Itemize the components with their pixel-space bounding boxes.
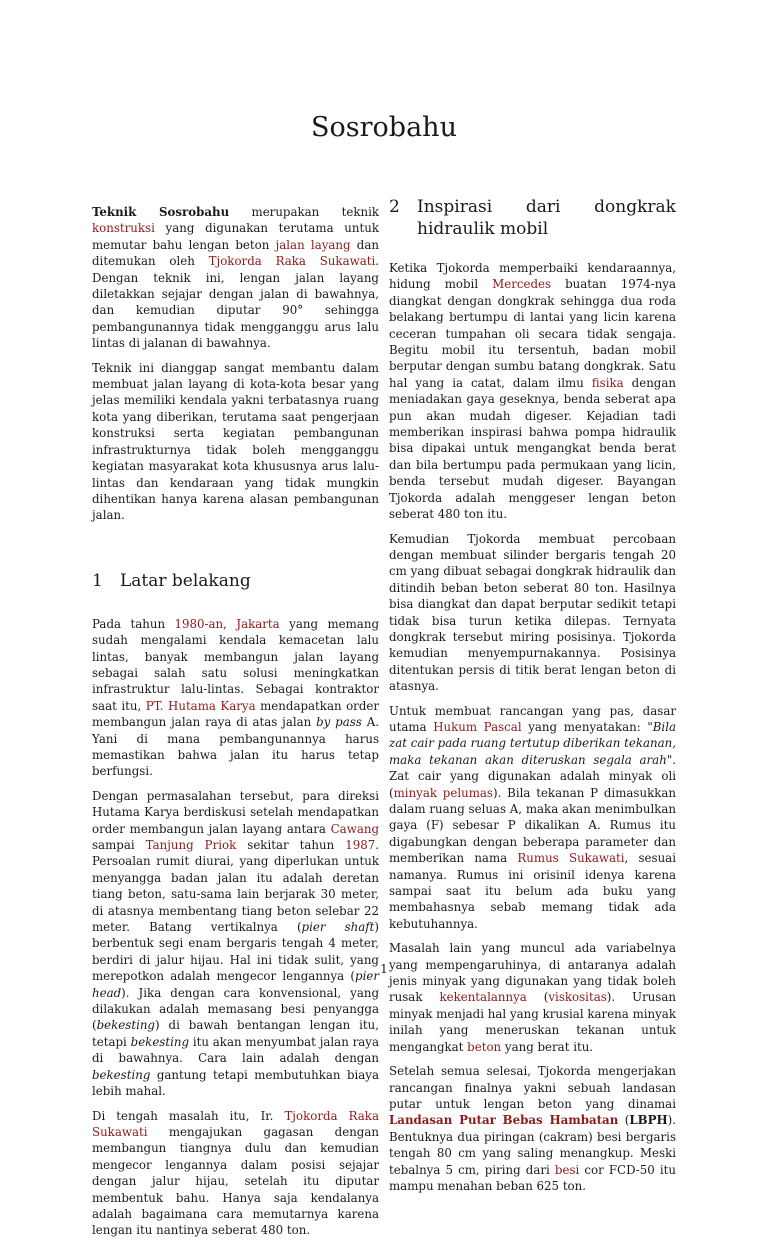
link-tanjung-priok[interactable]: Tanjung Priok bbox=[145, 838, 237, 852]
section-1-paragraph-3: Di tengah masalah itu, Ir. Tjokorda Raka Sukawati mengajukan gagasan dengan membangun tiangnya dulu dan kemudian mengecor lengannya dalam posisi sejajar dengan jalur hijau, setelah itu diputar membentuk bahu. Hanya saja kendalanya adalah bagaimana cara memutarnya karena lengan itu nantinya seberat 480 ton. bbox=[92, 1108, 379, 1238]
link-viskositas[interactable]: viskositas bbox=[548, 990, 607, 1005]
link-tjokorda-raka-sukawati[interactable]: Tjokorda Raka Sukawati bbox=[208, 254, 376, 269]
link-kekentalannya[interactable]: kekentalannya bbox=[439, 990, 527, 1005]
link-beton[interactable]: beton bbox=[467, 1039, 502, 1054]
link-pt-hutama-karya[interactable]: PT. Hutama Karya bbox=[145, 698, 256, 713]
link-cawang[interactable]: Cawang bbox=[330, 821, 379, 836]
section-2-paragraph-1: Ketika Tjokorda memperbaiki kendaraannya, hidung mobil Mercedes buatan 1974-nya diangkat dengan dongkrak sehingga dua roda belakang bertumpu di lantai yang licin karena ceceran tumpahan oli secara tidak sengaja. Begitu mobil itu tersentuh, badan mobil berputar dengan sumbu batang dongkrak. Satu hal yang ia catat, dalam ilmu fisika dengan meniadakan gaya geseknya, benda seberat apa pun akan mudah digeser. Kejadian tadi memberikan inspirasi bahwa pompa hidraulik bisa dipakai untuk mengangkat benda berat dan bila bertumpu pada permukaan yang licin, benda tersebut mudah digeser. Bayangan Tjokorda adalah menggeser lengan beton seberat 480 ton itu. bbox=[389, 261, 677, 522]
section-2-paragraph-4: Masalah lain yang muncul ada variabelnya yang mempengaruhinya, di antaranya adalah jenis minyak yang digunakan yang tidak boleh rusak kekentalannya (viskositas). Urusan minyak menjadi hal yang krusial karena minyak inilah yang meneruskan tekanan untuk mengangkat beton yang berat itu. bbox=[389, 941, 676, 1054]
lbph-abbreviation: LBPH bbox=[629, 1113, 668, 1128]
link-1987[interactable]: 1987 bbox=[345, 838, 376, 852]
intro-term: Teknik Sosrobahu bbox=[92, 205, 230, 219]
link-jakarta[interactable]: Jakarta bbox=[236, 616, 280, 631]
link-rumus-sukawati[interactable]: Rumus Sukawati bbox=[517, 851, 625, 866]
link-landasan-putar-bebas-hambatan[interactable]: Landasan Putar Bebas Hambatan bbox=[389, 1113, 619, 1128]
link-konstruksi[interactable]: konstruksi bbox=[92, 221, 155, 236]
link-besi[interactable]: besi bbox=[554, 1162, 580, 1177]
link-tjokorda-raka-sukawati-2[interactable]: Tjokorda Raka Sukawati bbox=[92, 1108, 379, 1139]
page-title: Sosrobahu bbox=[311, 112, 457, 143]
link-minyak-pelumas[interactable]: minyak pelumas bbox=[393, 785, 493, 800]
section-1-title: Latar belakang bbox=[120, 570, 251, 591]
left-column bbox=[92, 204, 379, 1247]
section-2-number: 2 bbox=[389, 197, 400, 217]
link-jalan-layang[interactable]: jalan layang bbox=[275, 237, 351, 252]
link-hukum-pascal[interactable]: Hukum Pascal bbox=[433, 719, 522, 734]
intro-paragraph-2: Teknik ini dianggap sangat membantu dalam membuat jalan layang di kota-kota besar yang jelas memiliki kendala yakni terbatasnya ruang kota yang diberikan, terutama saat pengerjaan konstruksi serta kegiatan pembangunan infrastrukturnya tidak boleh mengganggu kegiatan masyarakat kota khususnya arus lalu-lintas dan kendaraan yang tidak mungkin dihentikan hanya karena alasan pembangunan jalan. bbox=[92, 360, 379, 523]
section-2-title: Inspirasi dari dongkrak hidraulik mobil bbox=[417, 197, 676, 239]
section-2-paragraph-3: Untuk membuat rancangan yang pas, dasar utama Hukum Pascal yang menyatakan: "Bila zat cair pada ruang tertutup diberikan tekanan, maka tekanan akan diteruskan segala arah". Zat cair yang digunakan adalah minyak oli (minyak pelumas). Bila tekanan P dimasukkan dalam ruang seluas A, maka akan menimbulkan gaya (F) sebesar P dikalikan A. Rumus itu digabungkan dengan beberapa parameter dan memberikan nama Rumus Sukawati, sesuai namanya. Rumus ini orisinil idenya karena sampai saat itu belum ada buku yang membahasnya sebab memang tidak ada kebutuhannya. bbox=[389, 703, 677, 931]
link-mercedes[interactable]: Mercedes bbox=[492, 277, 552, 292]
link-fisika[interactable]: fisika bbox=[591, 375, 624, 390]
section-1-number: 1 bbox=[92, 570, 103, 591]
section-2-paragraph-2: Kemudian Tjokorda membuat percobaan dengan membuat silinder bergaris tengah 20 cm yang dibuat sebagai dongkrak hidraulik dan ditindih beban beton seberat 80 ton. Hasilnya bisa diangkat dan dapat berputar sedikit tetapi tidak bisa turun ketika dilepas. Ternyata dongkrak tersebut miring posisinya. Tjokorda kemudian menyempurnakannya. Posisinya ditentukan persis di titik berat lengan beton di atasnya. bbox=[389, 531, 676, 694]
intro-paragraph-1: Teknik Sosrobahu merupakan teknik konstruksi yang digunakan terutama untuk memutar bahu lengan beton jalan layang dan ditemukan oleh Tjokorda Raka Sukawati. Dengan teknik ini, lengan jalan layang diletakkan sejajar dengan jalan di bawahnya, dan kemudian diputar 90° sehingga pembangunannya tidak mengganggu arus lalu lintas di jalanan di bawahnya. bbox=[92, 205, 379, 351]
section-1-heading bbox=[92, 570, 379, 592]
section-2-paragraph-5: Setelah semua selesai, Tjokorda mengerjakan rancangan finalnya yakni sebuah landasan putar untuk lengan beton yang dinamai Landasan Putar Bebas Hambatan (LBPH). Bentuknya dua piringan (cakram) besi bergaris tengah 80 cm yang saling menangkup. Meski tebalnya 5 cm, piring dari besi cor FCD-50 itu mampu menahan beban 625 ton. bbox=[389, 1064, 676, 1193]
right-column bbox=[389, 196, 676, 1202]
section-1-paragraph-2: Dengan permasalahan tersebut, para direksi Hutama Karya berdiskusi setelah mendapatkan order membangun jalan layang antara Cawang sampai Tanjung Priok sekitar tahun 1987. Persoalan rumit diurai, yang diperlukan untuk menyangga badan jalan itu adalah deretan tiang beton, satu-sama lain berjarak 30 meter, di atasnya membentang tiang beton selebar 22 meter. Batang vertikalnya (pier shaft) berbentuk segi enam bergaris tengah 4 meter, berdiri di jalur hijau. Hal ini tidak sulit, yang merepotkon adalah mengecor lengannya (pier head). Jika dengan cara konvensional, yang dilakukan adalah memasang besi penyangga (bekesting) di bawah bentangan lengan itu, tetapi bekesting itu akan menyumbat jalan raya di bawahnya. Cara lain adalah dengan bekesting gantung tetapi membutuhkan biaya lebih mahal. bbox=[92, 788, 379, 1099]
page-number: 1 bbox=[380, 962, 388, 976]
link-1980-an[interactable]: 1980-an bbox=[174, 616, 224, 631]
section-1-paragraph-1: Pada tahun 1980-an, Jakarta yang memang sudah mengalami kendala kemacetan lalu lintas, banyak membangun jalan layang sebagai salah satu solusi meningkatkan infrastruktur lalu-lintas. Sebagai kontraktor saat itu, PT. Hutama Karya mendapatkan order membangun jalan raya di atas jalan by pass A. Yani di mana pembangunannya harus memastikan bahwa jalan itu harus tetap berfungsi. bbox=[92, 616, 379, 779]
section-2-heading bbox=[389, 196, 676, 240]
